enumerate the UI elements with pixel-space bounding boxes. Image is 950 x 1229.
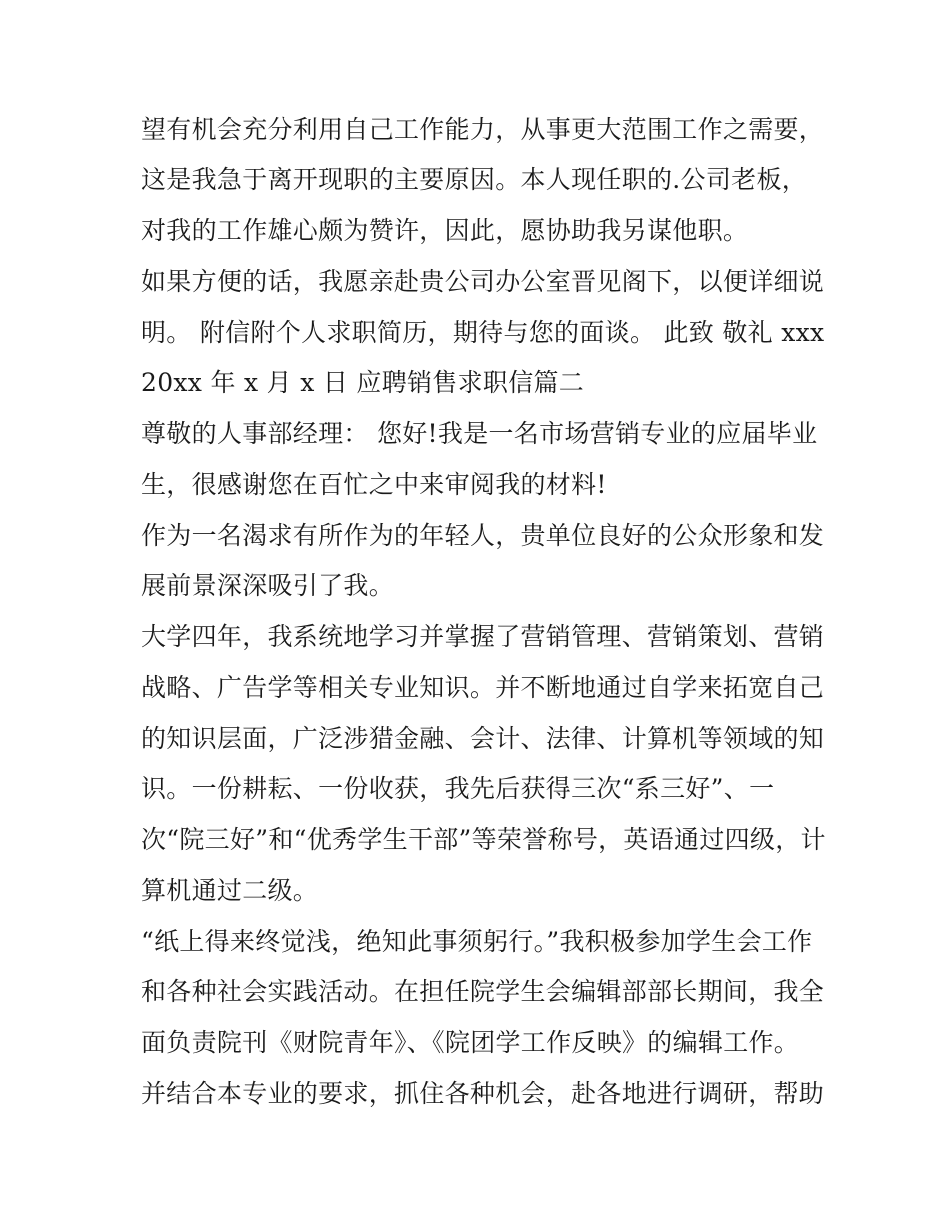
text-line: 识。一份耕耘、一份收获，我先后获得三次“系三好”、一 [141, 774, 775, 803]
text-line: 尊敬的人事部经理： 您好!我是一名市场营销专业的应届毕业 [141, 419, 818, 448]
text-line: 明。 附信附个人求职简历，期待与您的面谈。 此致 敬礼 xxx [141, 318, 825, 347]
text-line: 面负责院刊《财院青年》、《院团学工作反映》的编辑工作。 [141, 1028, 800, 1057]
text-line: 望有机会充分利用自己工作能力，从事更大范围工作之需要， [141, 115, 825, 144]
text-line: 次“院三好”和“优秀学生干部”等荣誉称号，英语通过四级，计 [141, 825, 826, 854]
text-line: 展前景深深吸引了我。 [141, 571, 395, 600]
text-line: 对我的工作雄心颇为赞许，因此，愿协助我另谋他职。 [141, 216, 749, 245]
text-line: 算机通过二级。 [141, 876, 319, 905]
text-line: 这是我急于离开现职的主要原因。本人现任职的.公司老板， [141, 165, 808, 194]
text-line: 大学四年，我系统地学习并掌握了营销管理、营销策划、营销 [141, 622, 825, 651]
text-line: 20xx 年 x 月 x 日 应聘销售求职信篇二 [141, 368, 585, 397]
text-line: 并结合本专业的要求，抓住各种机会，赴各地进行调研，帮助 [141, 1079, 825, 1108]
text-line: 生，很感谢您在百忙之中来审阅我的材料! [141, 470, 607, 499]
text-line: “纸上得来终觉浅，绝知此事须躬行。”我积极参加学生会工作 [141, 927, 813, 956]
text-line: 如果方便的话，我愿亲赴贵公司办公室晋见阁下，以便详细说 [141, 267, 825, 296]
text-line: 的知识层面，广泛涉猎金融、会计、法律、计算机等领域的知 [141, 724, 825, 753]
text-line: 战略、广告学等相关专业知识。并不断地通过自学来拓宽自己 [141, 673, 825, 702]
text-line: 和各种社会实践活动。在担任院学生会编辑部部长期间，我全 [141, 977, 825, 1006]
text-line: 作为一名渴求有所作为的年轻人，贵单位良好的公众形象和发 [141, 521, 825, 550]
